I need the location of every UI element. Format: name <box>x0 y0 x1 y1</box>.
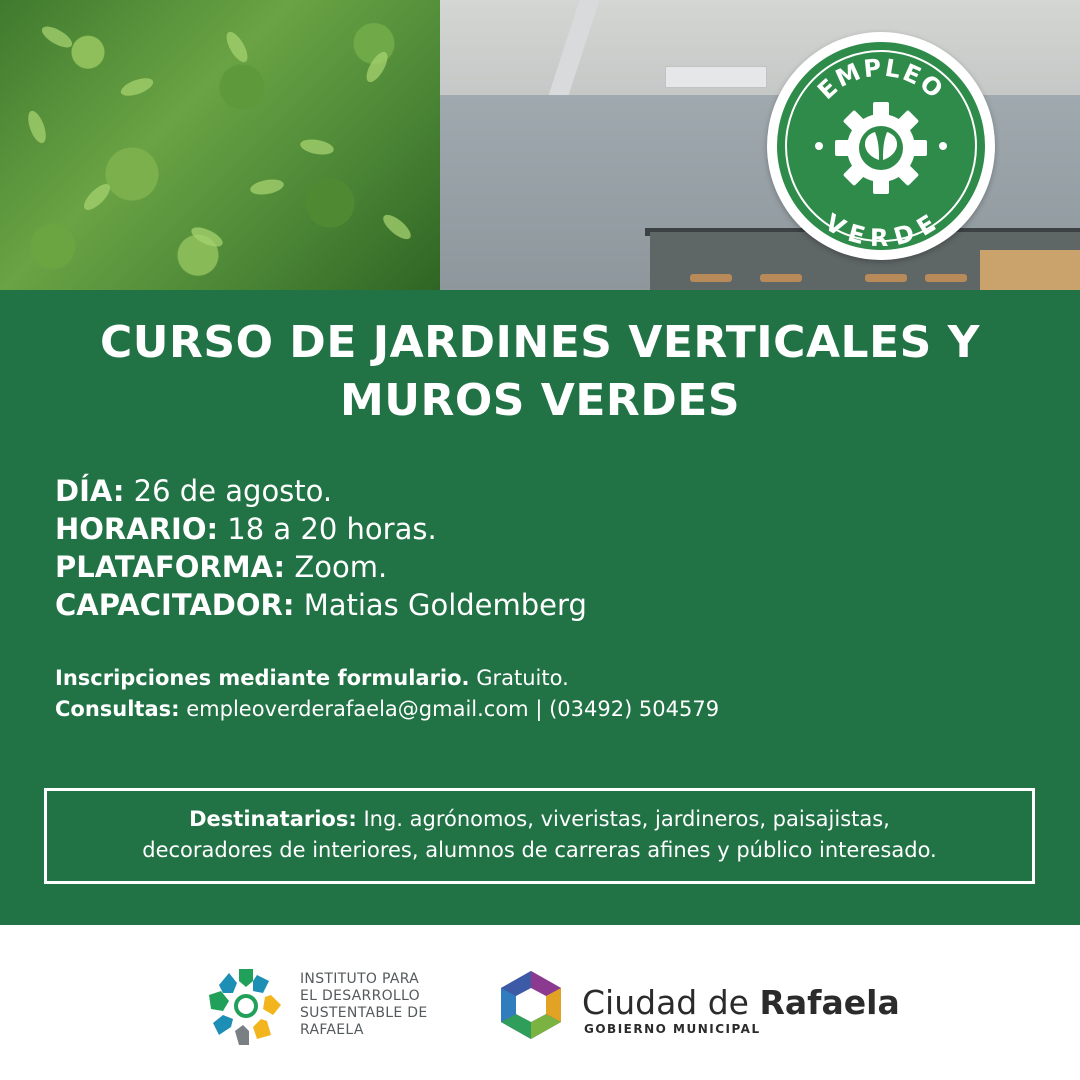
contact-value: empleoverderafaela@gmail.com | (03492) 504579 <box>186 697 720 721</box>
gear-leaf-icon <box>835 102 927 194</box>
rafaela-logo-icon <box>495 969 567 1041</box>
idsr-logo-icon <box>205 965 287 1047</box>
audience-box <box>44 788 1035 884</box>
stool <box>925 274 967 282</box>
audience-text-2: decoradores de interiores, alumnos de carreras afines y público interesado. <box>142 838 937 862</box>
leaf <box>80 180 114 214</box>
leaf <box>189 223 226 250</box>
course-details <box>55 472 587 624</box>
rafaela-name-bold: Rafaela <box>759 983 900 1022</box>
badge-bottom-text: VERDE <box>820 208 943 253</box>
detail-value: Matias Goldemberg <box>303 588 587 622</box>
detail-value: Zoom. <box>294 550 388 584</box>
detail-value: 26 de agosto. <box>133 474 333 508</box>
empleo-verde-badge <box>767 32 995 260</box>
vertical-garden <box>0 0 440 290</box>
leaf <box>362 49 391 85</box>
shelf <box>980 250 1080 290</box>
detail-schedule <box>55 510 587 548</box>
rafaela-name <box>582 983 900 1022</box>
idsr-line-2: EL DESARROLLO <box>300 988 420 1004</box>
registration-value: Gratuito. <box>476 666 569 690</box>
title-line-1: CURSO DE JARDINES VERTICALES Y <box>99 317 980 368</box>
info-panel <box>0 290 1080 925</box>
detail-value: 18 a 20 horas. <box>227 512 437 546</box>
contact-line <box>55 694 719 725</box>
leaf <box>379 211 414 244</box>
course-title <box>0 314 1080 430</box>
detail-day <box>55 472 587 510</box>
detail-label: HORARIO: <box>55 512 219 546</box>
stool <box>690 274 732 282</box>
rafaela-subtitle: GOBIERNO MUNICIPAL <box>584 1022 761 1036</box>
leaf <box>249 177 285 197</box>
badge-top-text: EMPLEO <box>812 53 950 105</box>
rafaela-name-regular: Ciudad de <box>582 983 760 1022</box>
audience-line-1 <box>47 804 1032 835</box>
stool <box>865 274 907 282</box>
detail-label: CAPACITADOR: <box>55 588 295 622</box>
svg-text:EMPLEO <box>812 53 950 105</box>
idsr-line-1: INSTITUTO PARA <box>300 971 420 987</box>
detail-label: PLATAFORMA: <box>55 550 286 584</box>
audience-label: Destinatarios: <box>189 807 357 831</box>
registration-line <box>55 663 719 694</box>
footer-logos <box>0 925 1080 1080</box>
audience-text-1: Ing. agrónomos, viveristas, jardineros, paisajistas, <box>363 807 890 831</box>
badge-graphic <box>767 32 995 260</box>
detail-label: DÍA: <box>55 474 125 508</box>
idsr-line-4: RAFAELA <box>300 1022 364 1038</box>
svg-text:VERDE <box>820 208 942 252</box>
leaf <box>119 75 156 100</box>
registration-label: Inscripciones mediante formulario. <box>55 666 470 690</box>
air-vent <box>665 66 767 88</box>
leaf <box>25 109 50 146</box>
idsr-line-3: SUSTENTABLE DE <box>300 1005 428 1021</box>
leaf <box>299 137 335 157</box>
detail-trainer <box>55 586 587 624</box>
detail-platform <box>55 548 587 586</box>
contact-label: Consultas: <box>55 697 180 721</box>
registration-info <box>55 663 719 725</box>
idsr-name <box>300 971 427 1039</box>
leaf <box>39 22 75 51</box>
hero-photo <box>0 0 1080 290</box>
stool <box>760 274 802 282</box>
title-line-2: MUROS VERDES <box>339 375 741 426</box>
leaf <box>222 29 251 65</box>
